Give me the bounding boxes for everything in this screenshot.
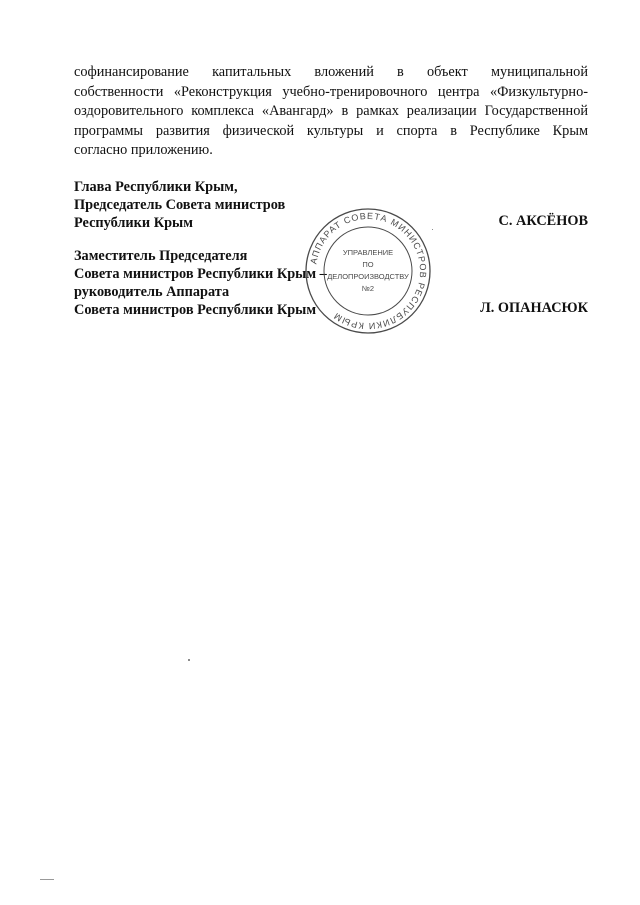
paragraph-line: софинансирование капитальных вложений в объект муниципальной: [74, 64, 588, 80]
signature-title-line: Глава Республики Крым,: [74, 179, 238, 195]
svg-text:ПО: ПО: [362, 260, 374, 269]
scan-speck: [188, 659, 190, 661]
svg-text:№2: №2: [361, 284, 375, 293]
official-seal-stamp: [302, 205, 434, 337]
paragraph-line: согласно приложению.: [74, 142, 213, 159]
body-paragraph: [74, 63, 588, 161]
svg-text:УПРАВЛЕНИЕ: УПРАВЛЕНИЕ: [342, 248, 394, 257]
signature-title-line: Председатель Совета министров: [74, 197, 286, 213]
paragraph-line: собственности «Реконструкция учебно-тренировочного центра «Физкультурно-: [74, 83, 588, 100]
paragraph-line: оздоровительного комплекса «Авангард» в рамках реализации Государственной: [74, 103, 588, 120]
signatory-name-aksenov: С. АКСЁНОВ: [498, 213, 588, 229]
signature-title-line: руководитель Аппарата: [74, 284, 230, 300]
signature-title-line: Совета министров Республики Крым: [74, 302, 317, 318]
signature-title-line: Совета министров Республики Крым –: [74, 266, 327, 282]
paragraph-line: программы развития физической культуры и спорта в Республике Крым: [74, 122, 588, 139]
signature-block-deputy: [74, 247, 327, 319]
scan-speck: [432, 229, 433, 230]
signature-title-line: Республики Крым: [74, 215, 193, 231]
svg-text:АППАРАТ СОВЕТА МИНИСТРОВ РЕСПУ: АППАРАТ СОВЕТА МИНИСТРОВ РЕСПУБЛИКИ КРЫМ: [308, 210, 429, 332]
scan-speck: [40, 879, 54, 880]
signature-block-head: [74, 178, 285, 232]
signature-title-line: Заместитель Председателя: [74, 248, 248, 264]
svg-text:ДЕЛОПРОИЗВОДСТВУ: ДЕЛОПРОИЗВОДСТВУ: [327, 272, 409, 281]
signatory-name-opanasyuk: Л. ОПАНАСЮК: [480, 300, 588, 316]
